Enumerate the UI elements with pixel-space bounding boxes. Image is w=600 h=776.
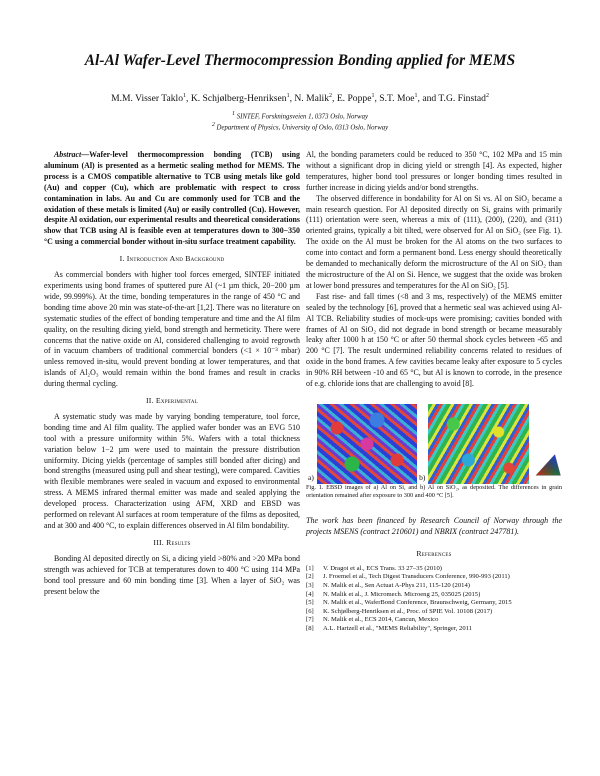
ebsd-image-al-on-sio2 xyxy=(428,404,528,484)
bondability-paragraph: The observed difference in bondability for Al on Si vs. Al on SiO₂ became a main research question. For Al deposited directly on Si, grains with primarily (111) orientation were seen, whereas a mix of (111), (200), (220), and (311) oriented grains, typically a bit tilted, were observed for Al on SiO₂ (see Fig. 1). The oxide on the Al must be broken for the Al atoms on the two surfaces to come into contact and form a permanent bond. Less energy should theoretically be demanded to mechanically deform the microstructure of the Al on SiO₂ than the microstructure of the Al on Si. Hence, we suggest that the oxide was broken at lower bond pressures and temperatures for the Al on SiO₂ [5]. xyxy=(306,193,562,290)
reference-item: [6] K. Schjølberg-Henriksen et al., Proc. of SPIE Vol. 10108 (2017) xyxy=(306,607,493,615)
figure-1-caption: Fig. 1. EBSD images of a) Al on Si, and b) Al on SiO₂, as deposited. The differences in grain orientation remained after exposure to 300 and 400 °C [5]. xyxy=(306,483,562,500)
author: M.M. Visser Taklo$^1$, xyxy=(111,93,191,105)
affiliation-1: $^1$ SINTEF, Forskningsveien 1, 0373 Oslo, Norway xyxy=(232,111,368,121)
author: N. Malik$^2$, xyxy=(294,93,337,105)
author: T.G. Finstad$^2$ xyxy=(438,93,489,105)
section-heading-introduction: I. Introduction And Background xyxy=(119,254,225,264)
reference-item: [7] N. Malik et al., ECS 2014, Cancun, Mexico xyxy=(306,616,439,624)
references-heading: References xyxy=(416,548,452,558)
figure-1 xyxy=(306,398,562,484)
reference-item: [8] A.L. Hartzell et al., "MEMS Reliability", Springer, 2011 xyxy=(306,625,472,632)
results-paragraph: Bonding Al deposited directly on Si, a dicing yield >80% and >20 MPa bond strength was achieved for TCB at temperatures down to 400 °C using 114 MPa bond tool pressure and 60 min bonding time [3]. When a layer of SiO₂ was present below the xyxy=(44,553,300,596)
reference-item: [3] N. Malik et al., Sen Actuat A-Phys 211, 115-120 (2014) xyxy=(306,582,470,590)
author-list xyxy=(0,93,600,104)
reference-list xyxy=(306,565,562,634)
reference-item: [4] N. Malik et al., J. Micromech. Microeng 25, 035025 (2015) xyxy=(306,590,481,598)
reference-item: [5] N. Malik et al., WaferBond Conference, Braunschweig, Germany, 2015 xyxy=(306,599,512,607)
intro-paragraph: As commercial bonders with higher tool forces emerged, SINTEF initiated experiments using bond frames of sputtered pure Al (~1 µm thick, 20−200 µm wide, 99.999%). At the time, bonding temperatures in the range of 450 °C and bonding time above 20 min was state-of-the-art [1,2]. There was no literature on systematic studies of the effect of bonding temperature and time and the Al film quality, on the resulting dicing yield, bond strength and hermeticity. There were concerns that the native oxide on Al, considered challenging to avoid regrowth of in vacuum chambers of traditional commercial bonders (<1 × 10⁻³ mbar) unless removed in-situ, would prevent bonding at lower temperatures, and that islands of Al₂O₃ would remain within the bond frames and result in cracks during thermal cycling. xyxy=(44,270,300,389)
author: E. Poppe$^1$, xyxy=(336,93,380,105)
right-column xyxy=(306,150,562,634)
experimental-paragraph: A systematic study was made by varying bonding temperature, tool force, bonding time and Al film quality. The applied wafer bonder was an EVG 510 tool with a pressure uniformity within 5%. Wafers with a total thickness variation below 1−2 µm were used to maintain the pressure distribution uniformity. Dicing yields (percentage of samples still bonded after dicing) and bond strengths (measured using pull and shear testing), were compared. Cavities with flexible membranes were sealed in vacuum and exposed to environmental stress. A MEMS infrared thermal emitter was made and sealed applying the developed process. Characterization using AFM, XRD and EBSD was performed on relevant Al surfaces at room temperature of the films as deposited, and at 300 and 400 °C, to explain differences observed in Al film bondability. xyxy=(44,411,300,530)
section-heading-experimental: II. Experimental xyxy=(146,396,198,406)
reliability-paragraph: Fast rise- and fall times (<8 and 3 ms, respectively) of the MEMS emitter sealed by the technology [6], proved that a hermetic seal was achieved using Al-Al TCB. Reliability studies of mock-ups were promising; cavities bonded with frames of Al on SiO₂ did not degrade in bond strength or became measurably leaky after 1000 h at 150 °C or after 50 thermal shock cycles between -65 and 200 °C [7]. The result undermined reliability concerns related to residues of oxide in the bond frames. A few cavities became leaky after exposure to 5 cycles in 90% RH between -10 and 65 °C, but Al is known to corrode, in the presence of e.g. chloride ions that are challenging to avoid [8]. xyxy=(306,291,562,389)
author: S.T. Moe$^1$, and xyxy=(379,93,439,105)
left-column xyxy=(44,150,300,597)
affiliation-2: $^2$ Department of Physics, University of Oslo, 0313 Oslo, Norway xyxy=(211,122,389,132)
abstract: Abstract—Wafer-level thermocompression bonding (TCB) using aluminum (Al) is presented as a hermetic sealing method for MEMS. The process is a CMOS compatible alternative to TCB using metals like gold (Au) and copper (Cu), which are problematic with respect to cross contamination in labs. Au and Cu are commonly used for TCB and the oxidation of these metals is limited (Au) or easily controlled (Cu). However, despite Al oxidation, our experimental results and theoretical considerations show that TCB using Al is feasible even at temperatures down to 300−350 °C using a commercial bonder without in-situ surface treatment capability. xyxy=(44,150,300,247)
author: K. Schjølberg-Henriksen$^1$, xyxy=(190,93,295,105)
ebsd-image-al-on-si xyxy=(317,404,417,484)
reference-item: [2] J. Froemel et al., Tech Digest Transducers Conference, 990-993 (2011) xyxy=(306,573,510,581)
reference-item: [1] V. Dragoi et al., ECS Trans. 33 27–35 (2010) xyxy=(306,564,442,572)
paper-title: Al-Al Wafer-Level Thermocompression Bonding applied for MEMS xyxy=(84,52,516,69)
orientation-triangle-legend xyxy=(534,450,562,478)
figure-label-b: b) xyxy=(419,473,426,483)
results-paragraph-cont: Al, the bonding parameters could be reduced to 350 °C, 102 MPa and 15 min without a significant drop in dicing yield or strength [4]. As expected, higher temperatures, higher bond tool pressures or longer bonding times resulted in further increase in dicing yields and/or bond strengths. xyxy=(306,150,562,192)
figure-label-a: a) xyxy=(308,473,314,483)
section-heading-results: III. Results xyxy=(153,537,191,547)
funding-statement: The work has been financed by Research Council of Norway through the projects MSENS (contract 210601) and NBRIX (contract 247781). xyxy=(306,515,562,536)
